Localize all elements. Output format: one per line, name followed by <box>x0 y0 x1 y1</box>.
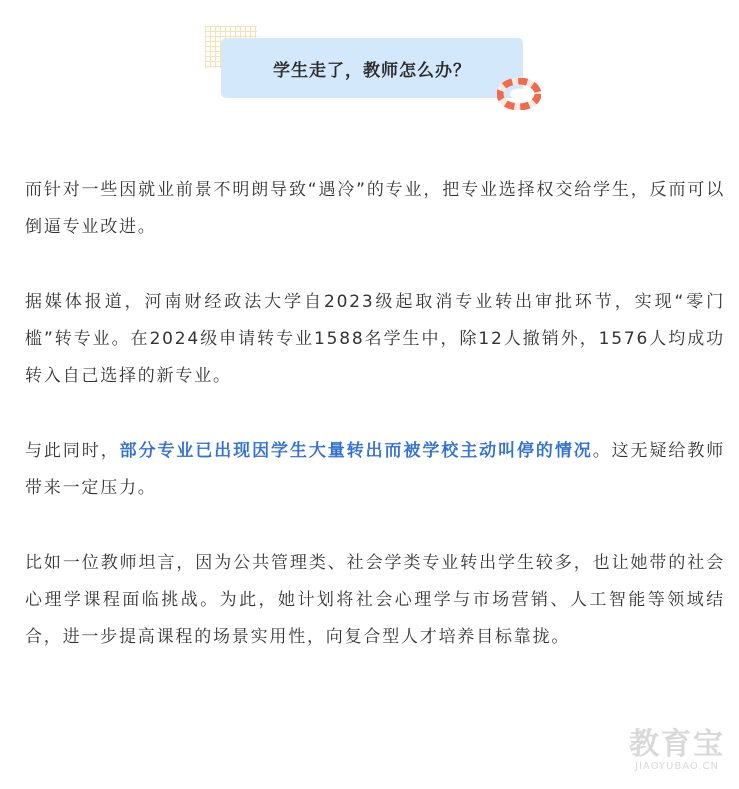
section-title: 学生走了，教师怎么办？ <box>221 38 523 98</box>
paragraph-3-prefix: 与此同时， <box>25 441 120 461</box>
lifebuoy-ring-icon <box>497 78 541 110</box>
paragraph-2: 据媒体报道，河南财经政法大学自2023级起取消专业转出审批环节，实现“零门槛”转专业。在2024级申请转专业1588名学生中，除12人撤销外，1576人均成功转入自己选择的新专业。 <box>25 292 725 386</box>
paragraph-4: 比如一位教师坦言，因为公共管理类、社会学类专业转出学生较多，也让她带的社会心理学课程面临挑战。为此，她计划将社会心理学与市场营销、人工智能等领域结合，进一步提高课程的场景实用性，向复合型人才培养目标靠拢。 <box>25 553 725 647</box>
section-header <box>205 26 545 116</box>
watermark-domain: JIAOYUBAO.CN <box>635 761 719 772</box>
article-body <box>25 172 725 694</box>
paragraph-3-suffix: 。这无疑给教师带来一定压力。 <box>25 441 726 498</box>
watermark <box>629 729 725 773</box>
watermark-brand: 教育宝 <box>629 727 725 762</box>
paragraph-1: 而针对一些因就业前景不明朗导致“遇冷”的专业，把专业选择权交给学生，反而可以倒逼专业改进。 <box>25 180 725 237</box>
highlighted-text: 部分专业已出现因学生大量转出而被学校主动叫停的情况 <box>119 441 593 461</box>
paragraph-3 <box>25 433 725 507</box>
